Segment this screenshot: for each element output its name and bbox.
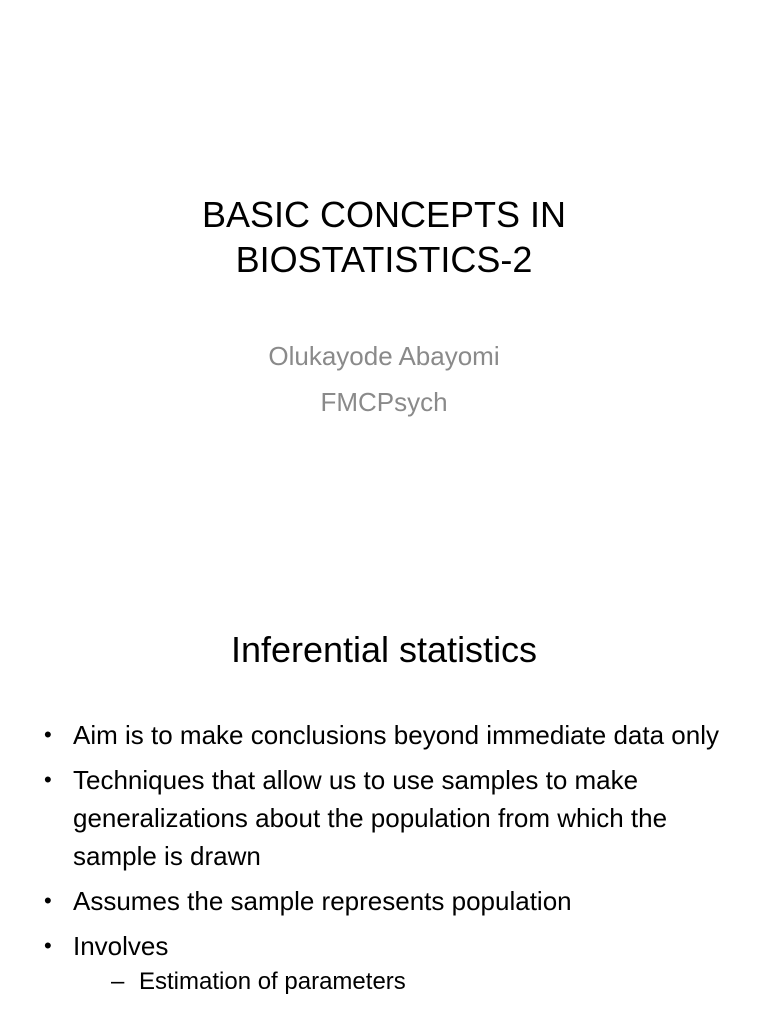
title-line-1: BASIC CONCEPTS IN xyxy=(201,194,567,235)
presentation-subtitle xyxy=(84,333,684,425)
dash-icon: – xyxy=(111,968,125,995)
bullet-text: Aim is to make conclusions beyond immediate data only xyxy=(73,720,719,750)
bullet-text: Techniques that allow us to use samples to make generalizations about the population from which the sample is drawn xyxy=(73,765,668,871)
bullet-item xyxy=(40,761,728,875)
author-credential: FMCPsych xyxy=(320,387,448,417)
bullet-item xyxy=(40,882,728,920)
bullet-item xyxy=(40,716,728,754)
bullet-icon: • xyxy=(44,767,52,792)
bullet-text: Assumes the sample represents population xyxy=(73,886,572,916)
bullet-icon: • xyxy=(44,722,52,747)
author-name: Olukayode Abayomi xyxy=(268,341,500,371)
bullet-icon: • xyxy=(44,888,52,913)
title-line-2: BIOSTATISTICS-2 xyxy=(235,239,533,280)
slide-title: Inferential statistics xyxy=(230,629,538,670)
sub-bullet-text: Estimation of parameters xyxy=(139,968,406,995)
bullet-text: Involves xyxy=(73,931,169,961)
bullet-list xyxy=(40,716,728,1006)
sub-bullet-item xyxy=(73,965,728,999)
bullet-item xyxy=(40,927,728,999)
bullet-icon: • xyxy=(44,933,52,958)
content-slide xyxy=(0,576,768,1024)
sub-bullet-list xyxy=(73,965,728,999)
presentation-title xyxy=(84,192,684,282)
